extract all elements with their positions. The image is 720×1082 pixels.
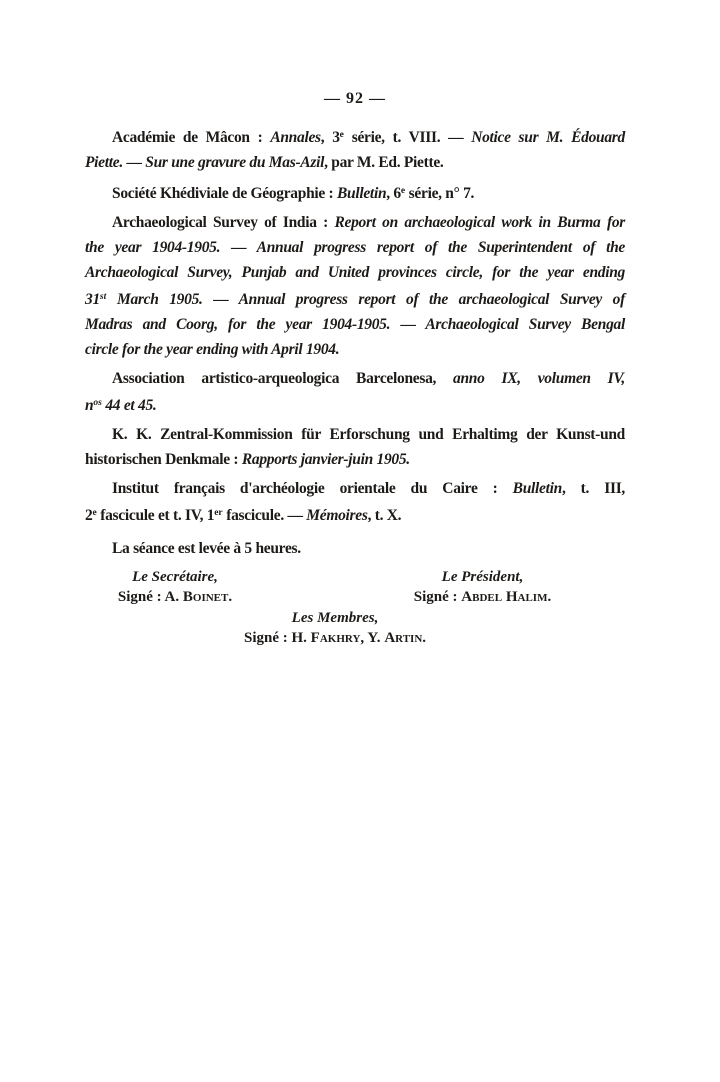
text-run: Bulletin — [512, 480, 562, 497]
text-run: Signé : H. — [243, 630, 311, 646]
text-line — [85, 150, 625, 175]
signature-president — [385, 567, 580, 607]
text-line — [85, 501, 625, 528]
text-run: circle for the year ending with April 1904. — [85, 341, 340, 358]
text-run: st — [99, 292, 107, 302]
text-run: , Y. — [360, 630, 385, 646]
members-signed — [240, 628, 430, 648]
text-run: Signé : — [413, 589, 462, 605]
text-run: La séance est levée à 5 heures. — [112, 540, 301, 557]
text-run: fascicule. — — [222, 507, 307, 524]
text-run: . — [547, 589, 552, 605]
text-run: , 6 — [386, 185, 401, 202]
text-line — [85, 366, 625, 391]
members-name-2: Artin — [384, 630, 423, 646]
text-run: Archaeological Survey of India : — [112, 214, 335, 231]
text-line — [85, 260, 625, 285]
text-run: , t. X. — [367, 507, 402, 524]
text-run: Institut français d'archéologie orientale du Caire : — [112, 480, 513, 497]
text-run: 31 — [85, 291, 100, 308]
secretary-signed — [85, 587, 265, 607]
text-run: the year 1904-1905. — Annual progress report of the Superintendent of the — [85, 239, 625, 256]
signature-members — [240, 608, 430, 648]
text-run: série, t. VIII. — — [343, 129, 472, 146]
text-line — [85, 123, 625, 150]
text-run: fascicule et t. IV, 1 — [96, 507, 215, 524]
paragraph-institut-francais — [85, 476, 625, 528]
text-run: Académie de Mâcon : — [112, 129, 271, 146]
paragraph-zentral-kommission — [85, 422, 625, 472]
text-line — [85, 476, 625, 501]
text-run: . — [228, 589, 233, 605]
text-line — [85, 179, 625, 206]
text-run: Société Khédiviale de Géographie : — [112, 185, 337, 202]
paragraph-academie-macon — [85, 123, 625, 175]
text-run: Piette. — Sur une gravure du Mas-Azil — [85, 154, 325, 171]
paragraph-archaeological-survey — [85, 210, 625, 362]
text-run: Signé : A. — [117, 589, 183, 605]
page-number: — 92 — — [324, 90, 386, 107]
text-run: Mémoires — [306, 507, 368, 524]
president-title: Le Président, — [441, 569, 524, 585]
text-run: , par M. Ed. Piette. — [324, 154, 444, 171]
text-run: 44 et 45. — [101, 397, 157, 414]
signature-block — [85, 567, 625, 659]
text-run: K. K. Zentral-Kommission für Erforschung und Erhaltimg der Kunst-und — [112, 426, 625, 443]
president-name: Abdel Halim — [461, 589, 548, 605]
text-run: Notice sur M. Édouard — [471, 129, 625, 146]
text-line — [85, 337, 625, 362]
text-line — [85, 391, 625, 418]
text-run: Report on archaeological work in Burma for — [334, 214, 625, 231]
text-run: n — [85, 397, 94, 414]
text-line — [85, 447, 625, 472]
text-run: os — [93, 398, 102, 408]
page-content — [85, 86, 625, 659]
text-run: Annales — [270, 129, 321, 146]
text-run: Rapports janvier-juin 1905. — [241, 451, 410, 468]
paragraph-association-barcelonesa — [85, 366, 625, 418]
members-title: Les Membres, — [291, 610, 379, 626]
secretary-title: Le Secrétaire, — [132, 569, 218, 585]
text-run: Association artistico-arqueologica Barcelonesa, — [112, 370, 454, 387]
paragraph-societe-khediviale — [85, 179, 625, 206]
text-run: 2 — [85, 507, 93, 524]
text-run: anno IX, volumen IV, — [453, 370, 625, 387]
paragraph-seance-levee — [85, 536, 625, 561]
text-line — [85, 422, 625, 447]
text-run: . — [422, 630, 427, 646]
text-run: March 1905. — Annual progress report of the archaeological Survey of — [106, 291, 625, 308]
text-run: Madras and Coorg, for the year 1904-1905. — Archaeological Survey Bengal — [85, 316, 625, 333]
text-run: er — [214, 508, 223, 518]
president-signed — [385, 587, 580, 607]
members-name-1: Fakhry — [310, 630, 361, 646]
text-line — [85, 235, 625, 260]
text-run: Archaeological Survey, Punjab and United provinces circle, for the year ending — [85, 264, 625, 281]
signature-secretary — [85, 567, 265, 607]
text-run: e — [339, 130, 344, 140]
text-run: , t. III, — [561, 480, 625, 497]
text-run: , 3 — [320, 129, 340, 146]
text-run: e — [400, 186, 406, 196]
text-line — [85, 536, 625, 561]
text-line — [85, 312, 625, 337]
text-run: e — [92, 508, 97, 518]
text-run: Bulletin — [336, 185, 387, 202]
text-run: historischen Denkmale : — [85, 451, 242, 468]
text-run: série, n° 7. — [405, 185, 475, 202]
text-line — [85, 285, 625, 312]
text-line — [85, 210, 625, 235]
secretary-name: Boinet — [182, 589, 229, 605]
